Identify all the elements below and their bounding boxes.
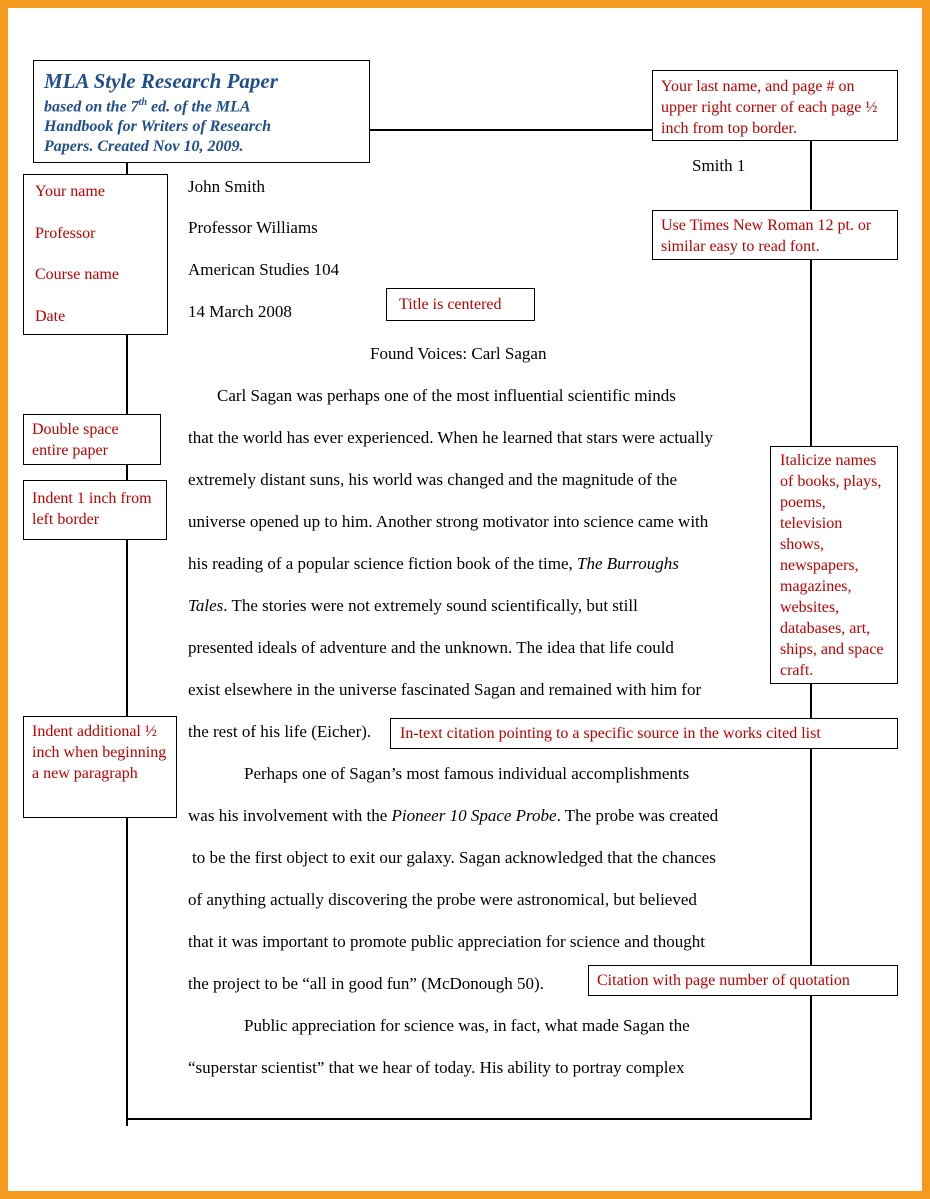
heading-course: American Studies 104 bbox=[188, 260, 340, 279]
body-line-5: his reading of a popular science fiction book of the time, The Burroughs bbox=[188, 554, 679, 573]
header-note: Your last name, and page # on upper right corner of each page ½ inch from top border. bbox=[652, 70, 898, 141]
title-box-subtitle: based on the 7th ed. of the MLA Handbook for Writers of Research Papers. Created Nov 10, 2009. bbox=[44, 97, 271, 156]
body-line-15: the project to be “all in good fun” (McDonough 50). bbox=[188, 974, 544, 993]
body-line-12: to be the first object to exit our galaxy. Sagan acknowledged that the chances bbox=[192, 848, 716, 867]
indent-note: Indent 1 inch from left border bbox=[23, 480, 167, 540]
body-line-4: universe opened up to him. Another strong motivator into science came with bbox=[188, 512, 709, 531]
title-connector-line bbox=[370, 129, 652, 131]
body-line-1: Carl Sagan was perhaps one of the most influential scientific minds bbox=[217, 386, 676, 405]
page-bottom-border bbox=[126, 1118, 812, 1120]
body-line-2: that the world has ever experienced. When he learned that stars were actually bbox=[188, 428, 714, 447]
heading-professor: Professor Williams bbox=[188, 218, 318, 237]
probe-name-italic: Pioneer 10 Space Probe bbox=[391, 806, 557, 825]
title-box bbox=[33, 60, 370, 163]
title-centered-note: Title is centered bbox=[386, 288, 535, 321]
body-line-17: “superstar scientist” that we hear of today. His ability to portray complex bbox=[188, 1058, 685, 1077]
page-citation-note: Citation with page number of quotation bbox=[588, 965, 898, 996]
heading-student-name: John Smith bbox=[188, 177, 265, 196]
double-space-note: Double space entire paper bbox=[23, 414, 161, 465]
body-line-3: extremely distant suns, his world was changed and the magnitude of the bbox=[188, 470, 678, 489]
running-head: Smith 1 bbox=[692, 156, 746, 175]
body-line-13: of anything actually discovering the probe were astronomical, but believed bbox=[188, 890, 697, 909]
body-line-9: the rest of his life (Eicher). bbox=[188, 722, 372, 741]
body-line-16: Public appreciation for science was, in fact, what made Sagan the bbox=[244, 1016, 690, 1035]
heading-date: 14 March 2008 bbox=[188, 302, 292, 321]
body-line-10: Perhaps one of Sagan’s most famous individual accomplishments bbox=[244, 764, 690, 783]
italicize-note: Italicize names of books, plays, poems, television shows, newspapers, magazines, websites, databases, art, ships, and space craft. bbox=[770, 446, 898, 684]
body-line-14: that it was important to promote public appreciation for science and thought bbox=[188, 932, 705, 951]
paper-title: Found Voices: Carl Sagan bbox=[370, 344, 547, 363]
indent-paragraph-note: Indent additional ½ inch when beginning a new paragraph bbox=[23, 716, 177, 818]
label-professor: Professor bbox=[35, 224, 96, 242]
label-date: Date bbox=[35, 307, 66, 325]
body-line-11: was his involvement with the Pioneer 10 Space Probe. The probe was created bbox=[188, 806, 719, 825]
label-your-name: Your name bbox=[35, 183, 105, 200]
font-note: Use Times New Roman 12 pt. or similar easy to read font. bbox=[652, 210, 898, 260]
title-box-heading: MLA Style Research Paper bbox=[44, 69, 278, 93]
heading-labels-note bbox=[23, 174, 168, 335]
body-line-7: presented ideals of adventure and the unknown. The idea that life could bbox=[188, 638, 674, 657]
book-title-italic: The Burroughs bbox=[577, 554, 679, 573]
label-course-name: Course name bbox=[35, 266, 119, 283]
in-text-citation-note: In-text citation pointing to a specific source in the works cited list bbox=[390, 718, 898, 749]
body-line-8: exist elsewhere in the universe fascinated Sagan and remained with him for bbox=[188, 680, 702, 699]
body-line-6: Tales. The stories were not extremely sound scientifically, but still bbox=[188, 596, 638, 615]
